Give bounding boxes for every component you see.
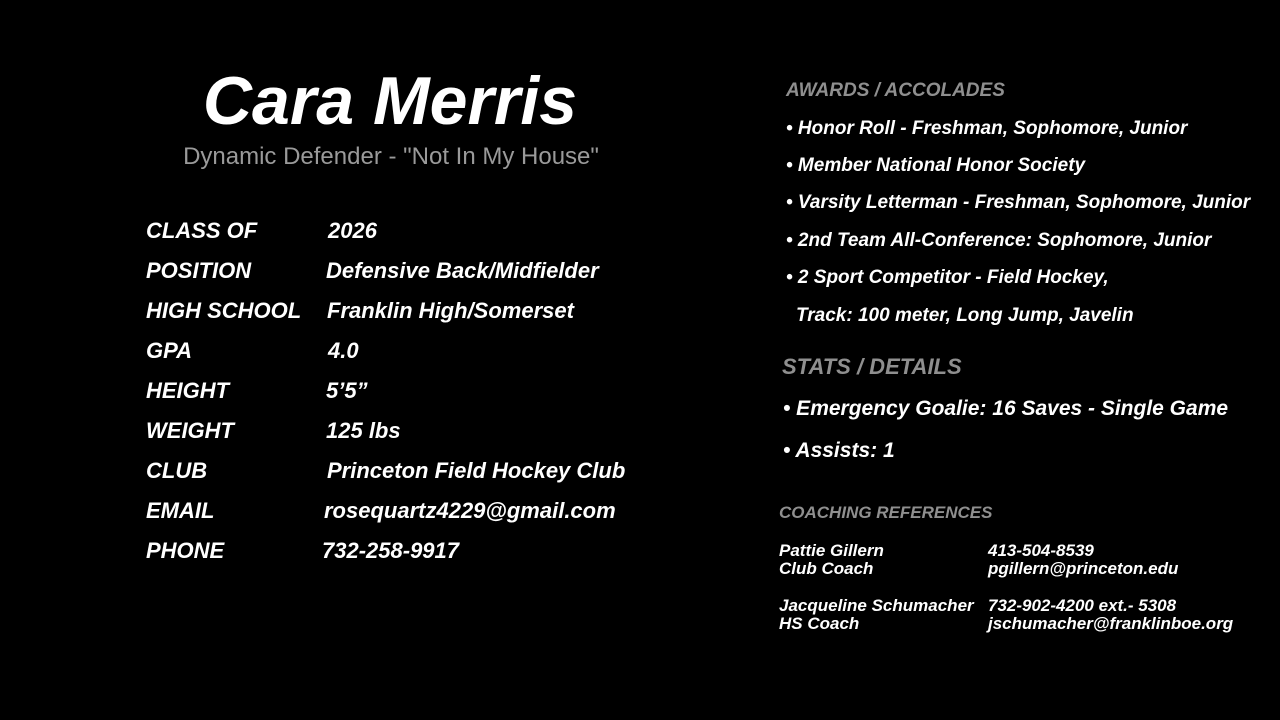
club-value: Princeton Field Hockey Club — [327, 458, 626, 483]
high-school-label: HIGH SCHOOL — [146, 298, 302, 323]
coach-name: Pattie Gillern — [779, 541, 884, 560]
high-school-value: Franklin High/Somerset — [327, 298, 574, 323]
award-item: • Varsity Letterman - Freshman, Sophomore, Junior — [786, 192, 1251, 213]
coach-role: HS Coach — [779, 614, 860, 633]
coach-name: Jacqueline Schumacher — [779, 596, 974, 615]
stat-item: • Assists: 1 — [783, 439, 895, 462]
coach-phone: 732-902-4200 ext.- 5308 — [988, 596, 1177, 615]
class-of-value: 2026 — [328, 218, 377, 243]
stat-item: • Emergency Goalie: 16 Saves - Single Game — [783, 397, 1229, 420]
stats-title: STATS / DETAILS — [782, 354, 962, 379]
coach-phone: 413-504-8539 — [988, 541, 1094, 560]
coach-role: Club Coach — [779, 559, 874, 578]
award-item: • 2 Sport Competitor - Field Hockey, — [786, 267, 1109, 288]
email-label: EMAIL — [146, 498, 215, 523]
weight-label: WEIGHT — [146, 418, 234, 443]
references-title: COACHING REFERENCES — [779, 503, 993, 522]
height-label: HEIGHT — [146, 378, 230, 403]
gpa-value: 4.0 — [328, 338, 359, 363]
coach-email: pgillern@princeton.edu — [988, 559, 1179, 578]
email-value: rosequartz4229@gmail.com — [324, 498, 616, 523]
phone-label: PHONE — [146, 538, 225, 563]
award-item: • Member National Honor Society — [786, 155, 1086, 176]
award-item: • Honor Roll - Freshman, Sophomore, Junior — [786, 118, 1188, 139]
award-item: Track: 100 meter, Long Jump, Javelin — [796, 305, 1134, 326]
height-value: 5’5” — [326, 378, 368, 403]
position-label: POSITION — [146, 258, 252, 283]
position-value: Defensive Back/Midfielder — [326, 258, 599, 283]
awards-title: AWARDS / ACCOLADES — [786, 80, 1005, 101]
athlete-tagline: Dynamic Defender - "Not In My House" — [183, 143, 599, 170]
club-label: CLUB — [146, 458, 208, 483]
coach-email: jschumacher@franklinboe.org — [988, 614, 1234, 633]
athlete-name: Cara Merris — [202, 63, 578, 139]
weight-value: 125 lbs — [326, 418, 401, 443]
gpa-label: GPA — [146, 338, 193, 363]
award-item: • 2nd Team All-Conference: Sophomore, Junior — [786, 230, 1212, 251]
class-of-label: CLASS OF — [146, 218, 258, 243]
phone-value: 732-258-9917 — [322, 538, 460, 563]
